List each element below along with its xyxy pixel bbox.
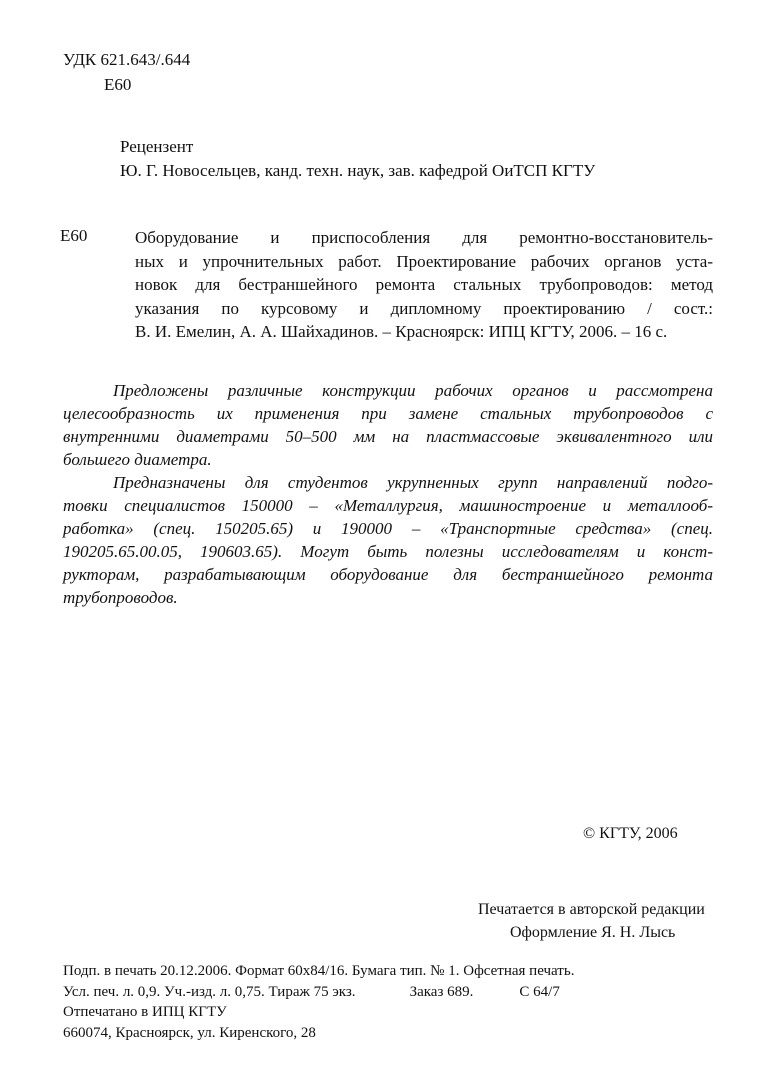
edition-note: Печатается в авторской редакции: [478, 901, 705, 918]
imprint-line: [63, 982, 574, 1003]
annotation-line: работка» (спец. 150205.65) и 190000 – «Транспортные средства» (спец.: [63, 519, 713, 538]
author-mark: Е60: [104, 75, 132, 94]
bibliography-line: Оборудование и приспособления для ремонтно-восстановитель-: [135, 228, 713, 247]
annotation-line: Предложены различные конструкции рабочих органов и рассмотрена: [113, 381, 713, 400]
reviewer-name: Ю. Г. Новосельцев, канд. техн. наук, зав. кафедрой ОиТСП КГТУ: [120, 161, 596, 180]
annotation-line: внутренними диаметрами 50–500 мм на пластмассовые эквивалентного или: [63, 427, 713, 446]
bibliography-author-mark: Е60: [60, 226, 88, 245]
imprint-line: 660074, Красноярск, ул. Киренского, 28: [63, 1024, 316, 1041]
imprint-line: Отпечатано в ИПЦ КГТУ: [63, 1004, 227, 1020]
annotation-line: рукторам, разрабатывающим оборудование для бестраншейного ремонта: [63, 565, 713, 584]
annotation-line: 190205.65.00.05, 190603.65). Могут быть полезны исследователям и конст-: [63, 542, 713, 561]
design-credit: Оформление Я. Н. Лысь: [510, 924, 676, 941]
annotation-line: большего диаметра.: [63, 450, 212, 469]
bibliography-line: указания по курсовому и дипломному проектированию / сост.:: [135, 298, 713, 318]
print-specs: Усл. печ. л. 0,9. Уч.-изд. л. 0,75. Тираж 75 экз.: [63, 983, 356, 1000]
annotation-line: трубопроводов.: [63, 588, 178, 607]
reviewer-label: Рецензент: [120, 137, 194, 156]
order-number: Заказ 689.: [409, 983, 474, 1000]
annotation-line: товки специалистов 150000 – «Металлургия, машиностроение и металлооб-: [63, 496, 713, 515]
copyright-notice: © КГТУ, 2006: [583, 825, 678, 842]
imprint-block: [63, 961, 574, 1043]
udk-classification: УДК 621.643/.644: [63, 50, 191, 69]
bibliography-line: новок для бестраншейного ремонта стальных трубопроводов: метод: [135, 275, 713, 294]
bibliography-line: В. И. Емелин, А. А. Шайхадинов. – Красноярск: ИПЦ КГТУ, 2006. – 16 с.: [135, 322, 668, 341]
annotation-line: целесообразность их применения при замене стальных трубопроводов с: [63, 404, 713, 423]
print-code: С 64/7: [519, 983, 560, 1000]
bibliographic-description: [135, 226, 713, 344]
imprint-line: Подп. в печать 20.12.2006. Формат 60х84/16. Бумага тип. № 1. Офсетная печать.: [63, 963, 575, 979]
bibliography-line: ных и упрочнительных работ. Проектирование рабочих органов уста-: [135, 251, 713, 271]
annotation: [63, 379, 713, 609]
annotation-line: Предназначены для студентов укрупненных групп направлений подго-: [113, 473, 713, 492]
